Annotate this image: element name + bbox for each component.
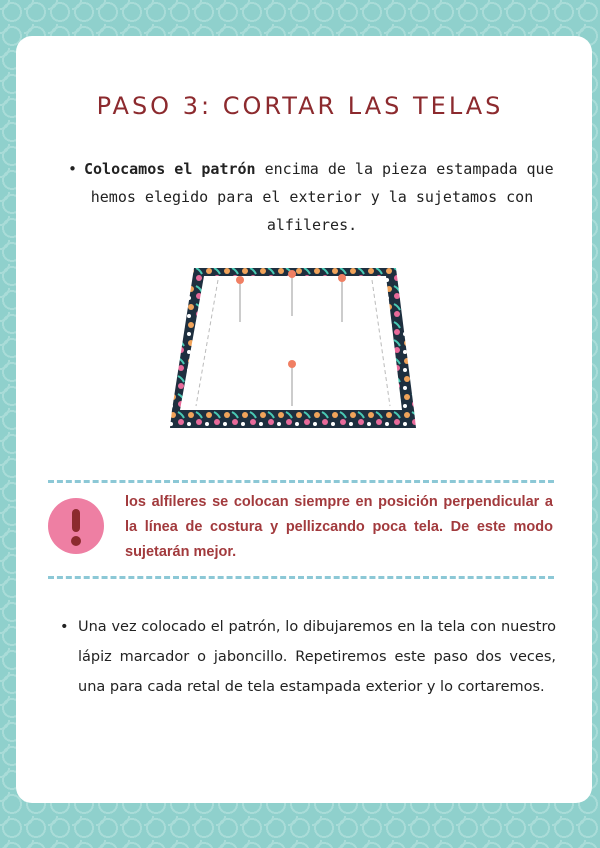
step-1-line-1 — [68, 155, 556, 183]
divider-bottom — [48, 576, 554, 579]
bullet: • — [60, 619, 69, 635]
step-1-rest: encima de la pieza estampada que — [255, 160, 554, 178]
step-paragraph-2 — [60, 612, 556, 702]
page-title: PASO 3: CORTAR LAS TELAS — [96, 92, 504, 120]
divider-top — [48, 480, 554, 483]
exclamation-icon — [48, 498, 104, 554]
step-paragraph-1 — [68, 155, 556, 239]
fabric-pattern-photo — [168, 266, 424, 430]
step-1-bold: Colocamos el patrón — [84, 160, 256, 178]
bullet: • — [68, 160, 78, 178]
step-2-text: Una vez colocado el patrón, lo dibujaremos en la tela con nuestro lápiz marcador o jaboncillo. Repetiremos este paso dos veces, una para cada retal de tela estampada exterior y lo cortaremos. — [78, 619, 556, 695]
alert-note: los alfileres se colocan siempre en posición perpendicular a la línea de costura y pellizcando poca tela. De este modo sujetarán mejor. — [125, 494, 553, 560]
step-1-line-2: hemos elegido para el exterior y la sujetamos con alfileres. — [90, 188, 534, 234]
